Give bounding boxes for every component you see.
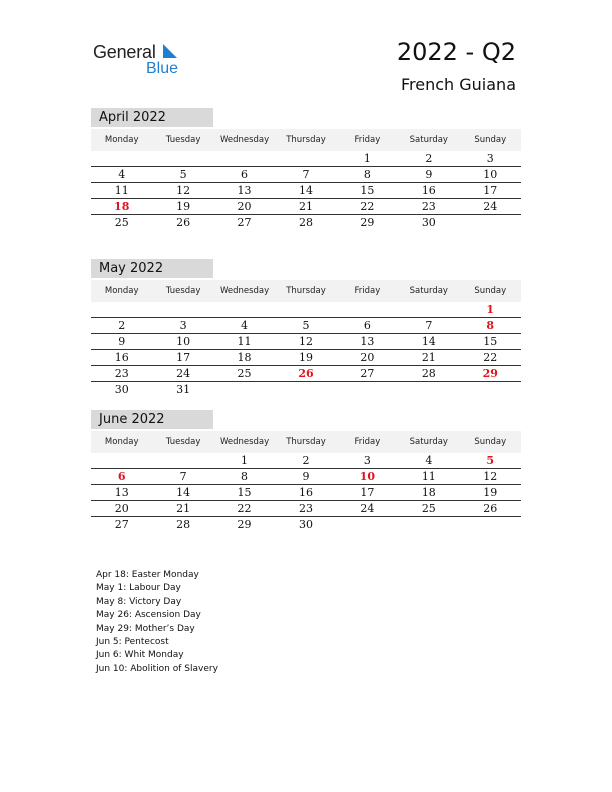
month-title: May 2022 [91,259,213,278]
day-cell: 10 [483,168,498,181]
day-cell: 13 [114,486,129,499]
day-cell: 25 [114,216,129,229]
weekday-label: Friday [354,135,381,145]
day-cell: 28 [176,518,191,531]
logo-triangle-icon [163,44,177,58]
day-cell: 10 [359,470,376,483]
day-cell: 5 [486,454,495,467]
month-title: April 2022 [91,108,213,127]
day-cell: 16 [114,351,129,364]
weekday-label: Wednesday [219,286,270,296]
day-cell: 7 [425,319,433,332]
day-cell: 9 [118,335,126,348]
weekday-header-row [91,129,521,151]
day-cell: 19 [483,486,498,499]
day-cell: 13 [360,335,375,348]
day-cell: 4 [118,168,126,181]
day-cell [91,302,152,317]
day-cell: 29 [482,367,498,380]
day-cell: 11 [114,184,129,197]
weekday-label: Sunday [474,135,507,145]
month-june [91,410,521,533]
day-cell: 7 [302,168,310,181]
holiday-item: Apr 18: Easter Monday [96,570,199,580]
day-cell [91,453,152,468]
day-cell: 29 [360,216,375,229]
day-cell: 6 [363,319,371,332]
day-cell: 26 [483,502,498,515]
day-cell [460,382,521,398]
day-cell: 20 [237,200,252,213]
week-row [91,199,521,215]
day-cell: 3 [363,454,371,467]
day-cell: 21 [176,502,191,515]
week-row [91,350,521,366]
day-cell: 25 [237,367,252,380]
holiday-item: Jun 5: Pentecost [96,637,169,648]
week-row [91,469,521,485]
holiday-item: May 29: Mother’s Day [96,623,195,634]
day-cell: 1 [486,303,495,316]
day-cell: 22 [237,502,252,515]
week-row [91,485,521,501]
day-cell: 3 [486,152,494,165]
day-cell: 17 [176,351,191,364]
day-cell: 8 [241,470,249,483]
day-cell: 23 [421,200,436,213]
day-cell: 11 [237,335,252,348]
day-cell: 27 [237,216,252,229]
day-cell: 17 [483,184,498,197]
day-cell: 18 [237,351,252,364]
day-cell: 26 [298,367,314,380]
day-cell [460,215,521,231]
day-cell: 31 [176,383,191,396]
month-april [91,108,521,231]
weekday-header-row [91,280,521,302]
day-cell: 2 [302,454,310,467]
week-row [91,501,521,517]
month-may [91,259,521,398]
day-cell: 8 [486,319,495,332]
day-cell: 25 [421,502,436,515]
day-cell: 18 [421,486,436,499]
day-cell: 1 [363,152,371,165]
day-cell: 4 [241,319,249,332]
logo [93,40,203,80]
day-cell [91,151,152,166]
day-cell: 22 [360,200,375,213]
day-cell [275,151,336,166]
day-cell: 24 [483,200,498,213]
weekday-label: Wednesday [219,437,270,447]
week-row [91,215,521,231]
page-title: 2022 - Q2 [396,38,516,66]
day-cell: 6 [241,168,249,181]
day-cell: 15 [360,184,375,197]
weekday-header-row [91,431,521,453]
week-row [91,167,521,183]
day-cell: 27 [360,367,375,380]
weekday-label: Friday [354,286,381,296]
month-title: June 2022 [91,410,213,429]
week-row [91,151,521,167]
day-cell: 14 [176,486,191,499]
day-cell: 28 [298,216,313,229]
logo-word-general: General [93,42,156,62]
day-cell: 8 [363,168,371,181]
holiday-item: Jun 6: Whit Monday [96,650,184,661]
day-cell: 20 [360,351,375,364]
day-cell [337,382,398,398]
page-subtitle: French Guiana [400,75,516,94]
day-cell [275,302,336,317]
week-row [91,366,521,382]
day-cell: 2 [425,152,433,165]
day-cell [152,453,213,468]
month-weeks [91,151,521,231]
weekday-label: Thursday [286,437,326,447]
weekday-label: Wednesday [219,135,270,145]
weekday-label: Saturday [409,286,448,296]
day-cell: 30 [421,216,436,229]
weekday-label: Thursday [286,135,326,145]
day-cell: 23 [114,367,129,380]
day-cell: 16 [298,486,313,499]
week-row [91,517,521,533]
holiday-item: May 1: Labour Day [96,583,181,594]
day-cell [214,302,275,317]
day-cell: 6 [117,470,126,483]
day-cell: 9 [302,470,310,483]
week-row [91,382,521,398]
day-cell [460,517,521,533]
day-cell: 7 [179,470,187,483]
day-cell: 5 [302,319,310,332]
month-weeks [91,453,521,533]
weekday-label: Saturday [409,437,448,447]
day-cell: 15 [483,335,498,348]
day-cell: 13 [237,184,252,197]
day-cell [337,517,398,533]
day-cell: 16 [421,184,436,197]
weekday-label: Tuesday [165,437,201,447]
weekday-label: Tuesday [165,286,201,296]
logo-word-blue: Blue [146,60,179,77]
week-row [91,318,521,334]
day-cell [398,382,459,398]
holiday-list [96,569,218,676]
weekday-label: Thursday [286,286,326,296]
week-row [91,334,521,350]
day-cell [152,302,213,317]
day-cell: 15 [237,486,252,499]
weekday-label: Sunday [474,437,507,447]
day-cell: 28 [421,367,436,380]
day-cell: 19 [298,351,313,364]
day-cell: 20 [114,502,129,515]
day-cell: 11 [421,470,436,483]
day-cell: 12 [298,335,313,348]
day-cell [214,382,275,398]
day-cell: 3 [179,319,187,332]
day-cell [337,302,398,317]
day-cell: 18 [114,200,130,213]
weekday-label: Saturday [409,135,448,145]
day-cell: 21 [298,200,313,213]
month-weeks [91,302,521,398]
day-cell: 26 [176,216,191,229]
week-row [91,453,521,469]
day-cell: 29 [237,518,252,531]
week-row [91,302,521,318]
holiday-item: May 8: Victory Day [96,596,182,607]
day-cell: 19 [176,200,191,213]
day-cell: 30 [298,518,313,531]
day-cell: 10 [176,335,191,348]
day-cell: 17 [360,486,375,499]
day-cell: 14 [298,184,313,197]
day-cell [152,151,213,166]
day-cell: 27 [114,518,129,531]
week-row [91,183,521,199]
day-cell: 5 [179,168,187,181]
holiday-item: Jun 10: Abolition of Slavery [96,663,218,674]
weekday-label: Tuesday [165,135,201,145]
day-cell: 21 [421,351,436,364]
day-cell [214,151,275,166]
weekday-label: Friday [354,437,381,447]
day-cell: 2 [118,319,126,332]
day-cell: 24 [360,502,375,515]
day-cell: 12 [176,184,191,197]
day-cell [275,382,336,398]
day-cell [398,517,459,533]
day-cell: 9 [425,168,433,181]
day-cell: 1 [241,454,249,467]
day-cell: 4 [425,454,433,467]
day-cell: 30 [114,383,129,396]
day-cell: 24 [176,367,191,380]
weekday-label: Sunday [474,286,507,296]
day-cell: 23 [298,502,313,515]
day-cell: 12 [483,470,498,483]
day-cell: 14 [421,335,436,348]
holiday-item: May 26: Ascension Day [96,610,201,621]
day-cell [398,302,459,317]
weekday-label: Monday [104,286,139,296]
weekday-label: Monday [104,437,139,447]
day-cell: 22 [483,351,498,364]
weekday-label: Monday [104,135,139,145]
